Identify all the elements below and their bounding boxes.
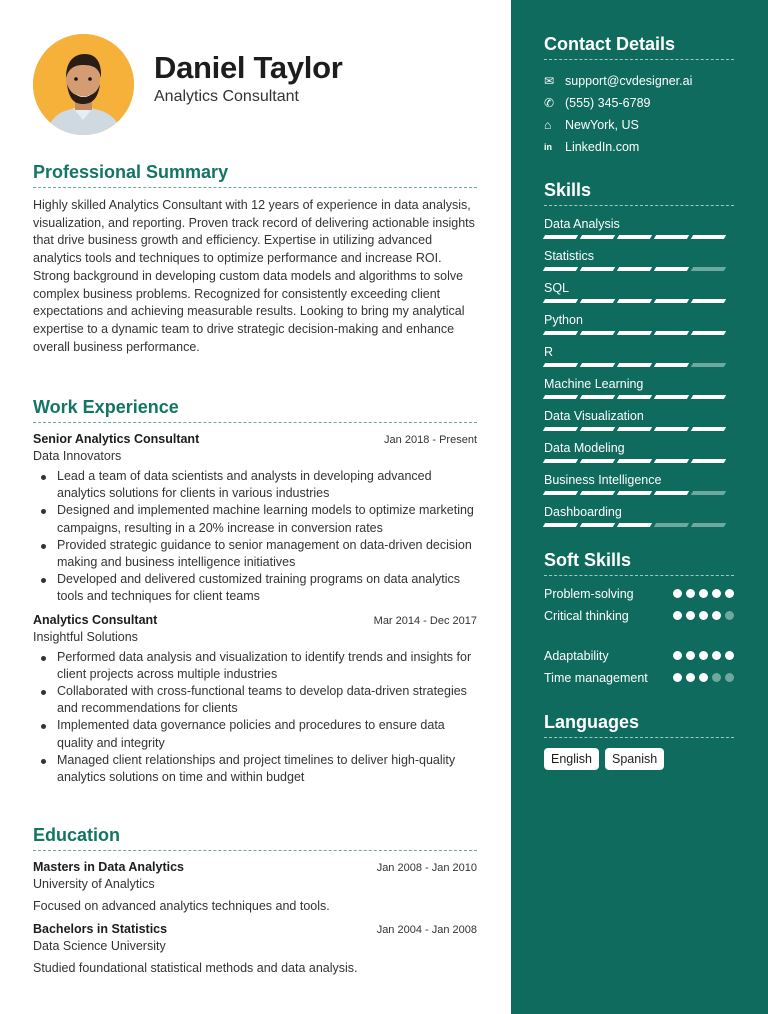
- rating-dot: [725, 611, 734, 620]
- job-bullet: Managed client relationships and project timelines to deliver high-quality analytics solutions on time and within budget: [57, 752, 477, 786]
- skill-level-bar: [544, 331, 734, 335]
- skills-list: [544, 216, 734, 536]
- rating-dot: [712, 673, 721, 682]
- skill-level-segment: [543, 267, 578, 271]
- language-tag: English: [544, 748, 599, 770]
- education-header: [33, 860, 477, 874]
- skill-level-bar: [544, 235, 734, 239]
- skill-level-segment: [543, 363, 578, 367]
- job-entry: [33, 613, 477, 787]
- skill-level-segment: [654, 267, 689, 271]
- skill-level-segment: [654, 523, 689, 527]
- skill-item: [544, 408, 734, 440]
- skill-level-bar: [544, 491, 734, 495]
- contact-list: [544, 70, 734, 158]
- skill-level-segment: [580, 267, 615, 271]
- job-company: Data Innovators: [33, 449, 122, 463]
- soft-skill-name: Critical thinking: [544, 609, 629, 623]
- skill-level-segment: [580, 427, 615, 431]
- envelope-icon: ✉: [544, 74, 555, 88]
- education-header: [33, 922, 477, 936]
- candidate-name: Daniel Taylor: [154, 50, 343, 85]
- skill-item: [544, 312, 734, 344]
- skill-level-segment: [654, 395, 689, 399]
- languages-title: Languages: [544, 712, 734, 738]
- skill-level-bar: [544, 267, 734, 271]
- job-bullets: [33, 649, 477, 787]
- skill-level-segment: [580, 491, 615, 495]
- summary-section: [33, 162, 477, 356]
- rating-dot: [686, 673, 695, 682]
- skill-level-segment: [654, 491, 689, 495]
- skill-item: [544, 344, 734, 376]
- skill-level-segment: [654, 331, 689, 335]
- languages-list: [544, 748, 734, 770]
- rating-dot: [725, 651, 734, 660]
- job-bullet: Performed data analysis and visualization to identify trends and insights for client projects across multiple industries: [57, 649, 477, 683]
- contact-item: [544, 70, 734, 92]
- skill-level-bar: [544, 523, 734, 527]
- skill-level-segment: [654, 459, 689, 463]
- education-date: Jan 2004 - Jan 2008: [376, 924, 477, 936]
- skill-level-segment: [617, 363, 652, 367]
- job-bullet: Developed and delivered customized training programs on data analytics tools and techniques for client teams: [57, 571, 477, 605]
- phone-icon: ✆: [544, 96, 555, 110]
- rating-dot: [673, 673, 682, 682]
- skill-name: Statistics: [544, 249, 595, 263]
- experience-title: Work Experience: [33, 397, 477, 423]
- contact-item: [544, 92, 734, 114]
- language-tag: Spanish: [605, 748, 664, 770]
- job-header: [33, 613, 477, 627]
- rating-dot: [699, 611, 708, 620]
- job-bullet: Designed and implemented machine learning models to optimize marketing campaigns, resulting in a 20% increase in conversion rates: [57, 502, 477, 536]
- summary-title: Professional Summary: [33, 162, 477, 188]
- skill-level-segment: [580, 299, 615, 303]
- education-entry: [33, 922, 477, 975]
- skill-level-segment: [580, 235, 615, 239]
- contact-text: (555) 345-6789: [565, 96, 651, 110]
- rating-dot: [686, 589, 695, 598]
- contact-item: [544, 114, 734, 136]
- job-title: Analytics Consultant: [33, 612, 158, 627]
- rating-dot: [699, 589, 708, 598]
- soft-skill-name: Problem-solving: [544, 587, 634, 601]
- skills-title: Skills: [544, 180, 734, 206]
- skill-level-segment: [617, 331, 652, 335]
- skill-name: Data Analysis: [544, 217, 620, 231]
- education-title: Education: [33, 825, 477, 851]
- soft-skill-item: [544, 670, 734, 692]
- job-bullet: Collaborated with cross-functional teams to develop data-driven strategies and recommendations for clients: [57, 683, 477, 717]
- job-header: [33, 432, 477, 446]
- skill-level-segment: [691, 267, 726, 271]
- contact-text: NewYork, US: [565, 118, 639, 132]
- education-entry: [33, 860, 477, 913]
- skill-level-segment: [654, 235, 689, 239]
- skill-level-segment: [654, 427, 689, 431]
- education-school: University of Analytics: [33, 877, 155, 891]
- skill-level-segment: [691, 363, 726, 367]
- soft-skill-rating: [673, 648, 734, 660]
- skill-level-segment: [580, 363, 615, 367]
- job-bullet: Provided strategic guidance to senior management on data-driven decision making and business intelligence initiatives: [57, 537, 477, 571]
- rating-dot: [712, 589, 721, 598]
- soft-skill-item: [544, 608, 734, 648]
- skill-level-segment: [617, 427, 652, 431]
- soft-skills-section: [544, 550, 734, 692]
- rating-dot: [712, 651, 721, 660]
- skill-level-segment: [543, 331, 578, 335]
- skill-level-bar: [544, 363, 734, 367]
- contact-title: Contact Details: [544, 34, 734, 60]
- education-section: [33, 825, 477, 984]
- soft-skill-rating: [673, 670, 734, 682]
- skills-section: [544, 180, 734, 536]
- job-date: Jan 2018 - Present: [384, 434, 477, 446]
- skill-level-segment: [617, 395, 652, 399]
- skill-level-bar: [544, 459, 734, 463]
- skill-level-segment: [543, 491, 578, 495]
- skill-name: Business Intelligence: [544, 473, 662, 487]
- skill-level-bar: [544, 299, 734, 303]
- skill-level-segment: [543, 235, 578, 239]
- job-company: Insightful Solutions: [33, 629, 138, 644]
- skill-item: [544, 216, 734, 248]
- skill-level-segment: [543, 523, 578, 527]
- contact-item: [544, 136, 734, 158]
- education-date: Jan 2008 - Jan 2010: [376, 862, 477, 874]
- skill-name: Python: [544, 313, 583, 327]
- soft-skill-item: [544, 648, 734, 670]
- skill-level-segment: [691, 395, 726, 399]
- skill-level-segment: [691, 331, 726, 335]
- home-icon: ⌂: [544, 118, 552, 132]
- skill-level-segment: [617, 235, 652, 239]
- skill-item: [544, 472, 734, 504]
- job-list: [33, 432, 477, 786]
- education-degree: Masters in Data Analytics: [33, 860, 184, 874]
- skill-level-segment: [691, 523, 726, 527]
- skill-level-segment: [691, 459, 726, 463]
- skill-level-segment: [617, 299, 652, 303]
- rating-dot: [699, 651, 708, 660]
- skill-level-segment: [654, 299, 689, 303]
- contact-text: support@cvdesigner.ai: [565, 74, 693, 88]
- candidate-role: Analytics Consultant: [154, 88, 299, 105]
- skill-level-segment: [691, 235, 726, 239]
- soft-skills-list: [544, 586, 734, 692]
- skill-level-segment: [617, 491, 652, 495]
- skill-level-segment: [617, 523, 652, 527]
- soft-skill-name: Adaptability: [544, 649, 609, 663]
- skill-item: [544, 280, 734, 312]
- skill-name: Data Visualization: [544, 409, 644, 423]
- skill-level-segment: [691, 299, 726, 303]
- education-list: [33, 860, 477, 975]
- rating-dot: [673, 611, 682, 620]
- languages-section: [544, 712, 734, 770]
- skill-name: SQL: [544, 281, 570, 295]
- skill-level-segment: [654, 363, 689, 367]
- summary-text: Highly skilled Analytics Consultant with 12 years of experience in data analysis, visualization, and reporting. Proven track record of delivering actionable insights that drive business growth and efficiency. Expertise in utilizing advanced analytics tools and techniques to optimize performance and increase ROI. Strong background in developing custom data models and algorithms to solve complex business problems. Recognized for consistently exceeding client expectations and achieving measurable results. Looking to bring my analytical expertise to a dynamic team to drive strategic decision-making and enhance overall business performance.: [33, 198, 475, 354]
- linkedin-icon: in: [544, 142, 552, 152]
- education-school: Data Science University: [33, 939, 166, 953]
- skill-level-segment: [617, 459, 652, 463]
- rating-dot: [673, 651, 682, 660]
- rating-dot: [699, 673, 708, 682]
- skill-item: [544, 248, 734, 280]
- sidebar: [511, 0, 768, 1014]
- rating-dot: [686, 611, 695, 620]
- skill-name: R: [544, 345, 554, 359]
- skill-level-segment: [543, 459, 578, 463]
- skill-level-segment: [580, 331, 615, 335]
- soft-skill-name: Time management: [544, 671, 648, 685]
- skill-item: [544, 504, 734, 536]
- contact-section: [544, 34, 734, 158]
- avatar-photo: [33, 34, 134, 135]
- job-bullet: Implemented data governance policies and procedures to ensure data quality and integrity: [57, 717, 477, 751]
- education-description: Focused on advanced analytics techniques and tools.: [33, 899, 330, 913]
- skill-name: Machine Learning: [544, 377, 644, 391]
- skill-level-segment: [580, 523, 615, 527]
- education-degree: Bachelors in Statistics: [33, 922, 168, 936]
- job-bullet: Lead a team of data scientists and analysts in developing advanced analytics solutions for clients in various industries: [57, 468, 477, 502]
- rating-dot: [712, 611, 721, 620]
- skill-level-segment: [617, 267, 652, 271]
- contact-text: LinkedIn.com: [565, 140, 640, 154]
- rating-dot: [673, 589, 682, 598]
- soft-skill-rating: [673, 608, 734, 620]
- experience-section: [33, 397, 477, 793]
- skill-level-segment: [580, 395, 615, 399]
- skill-level-segment: [691, 427, 726, 431]
- job-date: Mar 2014 - Dec 2017: [373, 614, 477, 627]
- soft-skills-title: Soft Skills: [544, 550, 734, 576]
- skill-level-bar: [544, 427, 734, 431]
- education-description: Studied foundational statistical methods and data analysis.: [33, 961, 358, 975]
- skill-name: Dashboarding: [544, 505, 622, 519]
- skill-level-segment: [543, 299, 578, 303]
- skill-level-segment: [580, 459, 615, 463]
- rating-dot: [725, 673, 734, 682]
- job-bullets: [33, 468, 477, 606]
- soft-skill-rating: [673, 586, 734, 598]
- soft-skill-item: [544, 586, 734, 608]
- skill-item: [544, 376, 734, 408]
- rating-dot: [725, 589, 734, 598]
- rating-dot: [686, 651, 695, 660]
- skill-level-segment: [691, 491, 726, 495]
- job-title: Senior Analytics Consultant: [33, 432, 200, 446]
- job-entry: [33, 432, 477, 606]
- skill-level-bar: [544, 395, 734, 399]
- skill-level-segment: [543, 427, 578, 431]
- skill-name: Data Modeling: [544, 441, 625, 455]
- skill-item: [544, 440, 734, 472]
- avatar: [33, 34, 134, 135]
- skill-level-segment: [543, 395, 578, 399]
